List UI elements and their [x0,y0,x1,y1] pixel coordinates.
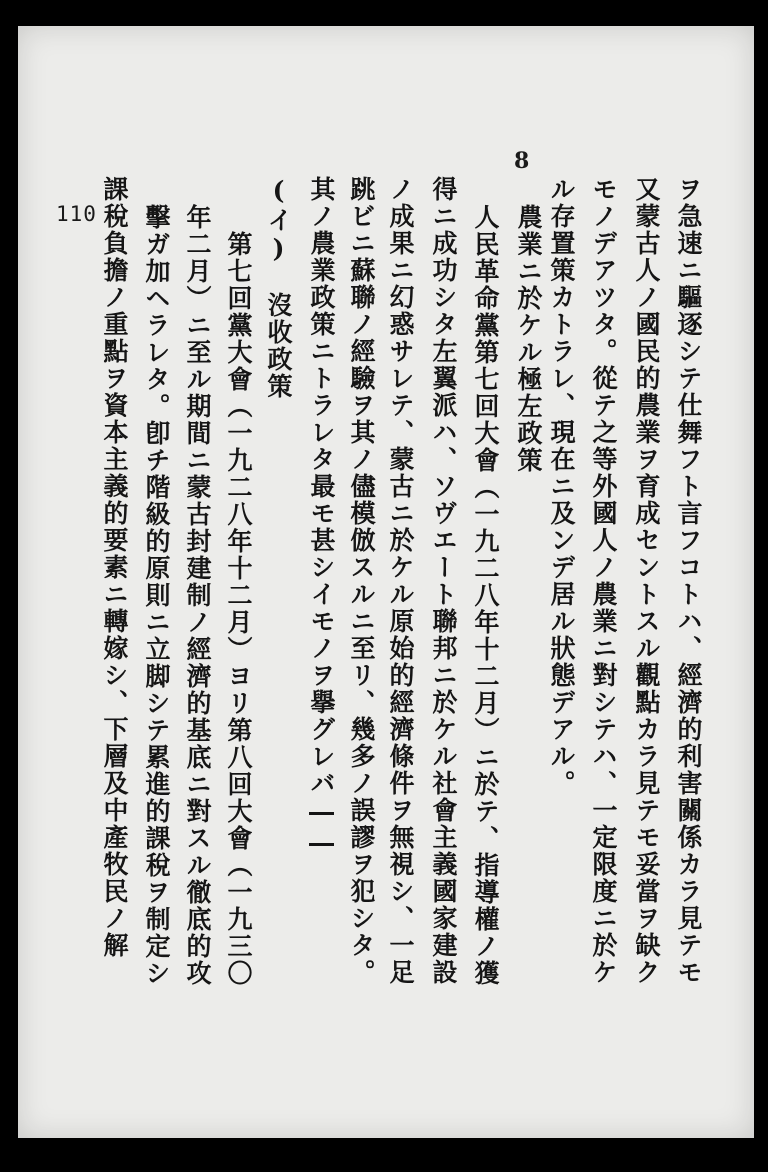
text-line: 第七回黨大會（一九二八年十二月）ヨリ第八回大會（一九三〇 [224,231,253,987]
text-line: 人民革命黨第七回大會（一九二八年十二月）ニ於テ、指導權ノ獲 [471,204,500,987]
section-heading: 農業ニ於ケル極左政策 [514,204,543,474]
text-line: モノデアツタ。從テ之等外國人ノ農業ニ對シテハ、一定限度ニ於ケ [589,176,618,986]
section-number: 8 [514,148,530,174]
text-line: ル存置策カトラレ、現在ニ及ンデ居ル狀態デアル。 [547,176,576,797]
text-line: 其ノ農業政策ニトラレタ最モ甚シイモノヲ擧グレバ―― [307,176,336,859]
subsection-heading: (イ) 沒收政策 [264,176,293,400]
book-page [18,26,754,1138]
text-line: 又蒙古人ノ國民的農業ヲ育成セントスル觀點カラ見テモ妥當ヲ缺ク [632,176,661,986]
text-line: 擊ガ加ヘラレタ。卽チ階級的原則ニ立脚シテ累進的課稅ヲ制定シ [142,204,171,987]
text-line: ヲ急速ニ驅逐シテ仕舞フト言フコトハ、經濟的利害關係カラ見テモ [674,176,703,986]
text-line: 年二月）ニ至ル期間ニ蒙古封建制ノ經濟的基底ニ對スル徹底的攻 [183,204,212,987]
text-line: ノ成果ニ幻惑サレテ、蒙古ニ於ケル原始的經濟條件ヲ無視シ、一足 [386,176,415,986]
page-number: 110 [56,202,97,226]
text-line: 跳ビニ蘇聯ノ經驗ヲ其ノ儘模倣スルニ至リ、幾多ノ誤謬ヲ犯シタ。 [347,176,376,986]
text-line: 得ニ成功シタ左翼派ハ、ソヴエート聯邦ニ於ケル社會主義國家建設 [429,176,458,986]
text-line: 課稅負擔ノ重點ヲ資本主義的要素ニ轉嫁シ、下層及中產牧民ノ解 [100,176,129,959]
